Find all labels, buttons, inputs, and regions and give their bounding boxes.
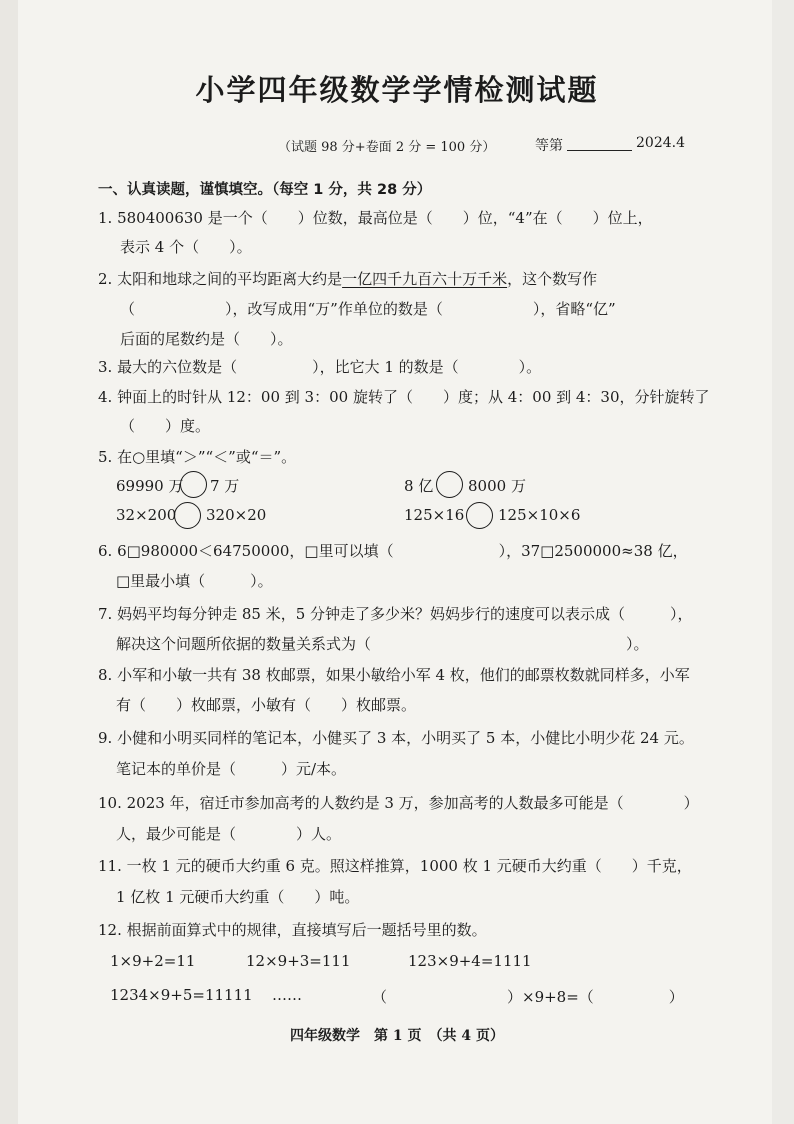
question-1-line-2: 表示 4 个（ ）。 (120, 238, 252, 256)
question-8-line-1: 8. 小军和小敏一共有 38 枚邮票，如果小敏给小军 4 枚，他们的邮票枚数就同样多，小军 (98, 666, 690, 684)
compare-circle-3[interactable] (174, 502, 201, 529)
compare-3-left: 32×200 (116, 506, 177, 524)
compare-4-right: 125×10×6 (498, 506, 581, 524)
question-2-prefix: 2. 太阳和地球之间的平均距离大约是 (98, 270, 343, 288)
score-note: （试题 98 分+卷面 2 分 = 100 分） (278, 140, 496, 155)
page-footer: 四年级数学 第 1 页 （共 4 页） (290, 1028, 504, 1044)
page-edge-left (0, 0, 18, 1124)
compare-circle-1[interactable] (180, 471, 207, 498)
exam-date: 2024.4 (636, 135, 685, 151)
question-6-line-1: 6. 6□980000＜64750000，□里可以填（ ），37□2500000≈38 亿， (98, 542, 688, 560)
compare-circle-4[interactable] (466, 502, 493, 529)
pattern-equation-4: 1234×9+5=11111 (110, 986, 253, 1004)
question-2-line-3: 后面的尾数约是（ ）。 (120, 330, 293, 348)
question-2-line-2: （ ），改写成用“万”作单位的数是（ ），省略“亿” (120, 300, 616, 318)
compare-3-right: 320×20 (206, 506, 267, 524)
question-7-line-1: 7. 妈妈平均每分钟走 85 米，5 分钟走了多少米？妈妈步行的速度可以表示成（ ）， (98, 605, 693, 623)
question-12: 12. 根据前面算式中的规律，直接填写后一题括号里的数。 (98, 921, 487, 939)
question-3: 3. 最大的六位数是（ ），比它大 1 的数是（ ）。 (98, 358, 542, 376)
question-11-line-1: 11. 一枚 1 元的硬币大约重 6 克。照这样推算，1000 枚 1 元硬币大约重（ ）千克， (98, 857, 692, 875)
question-11-line-2: 1 亿枚 1 元硬币大约重（ ）吨。 (116, 888, 360, 906)
compare-circle-2[interactable] (436, 471, 463, 498)
question-6-line-2: □里最小填（ ）。 (116, 572, 273, 590)
pattern-equation-2: 12×9+3=111 (246, 952, 351, 970)
question-10-line-1: 10. 2023 年，宿迁市参加高考的人数约是 3 万，参加高考的人数最多可能是（ ） (98, 794, 699, 812)
question-4-line-1: 4. 钟面上的时针从 12：00 到 3：00 旋转了（ ）度；从 4：00 到 4：30，分针旋转了 (98, 388, 710, 406)
page-edge-right (772, 0, 794, 1124)
pattern-equation-1: 1×9+2=11 (110, 952, 196, 970)
pattern-answer-line: （ ）×9+8=（ ） (372, 988, 684, 1006)
question-2-underlined: 一亿四千九百六十万千米 (342, 270, 508, 288)
exam-title: 小学四年级数学学情检测试题 (195, 73, 599, 107)
question-9-line-1: 9. 小健和小明买同样的笔记本，小健买了 3 本，小明买了 5 本，小健比小明少花 24 元。 (98, 729, 694, 747)
question-5: 5. 在○里填“＞”“＜”或“＝”。 (98, 448, 297, 466)
grade-blank (567, 150, 632, 151)
question-9-line-2: 笔记本的单价是（ ）元/本。 (116, 760, 347, 778)
section-heading: 一、认真读题，谨慎填空。（每空 1 分，共 28 分） (98, 182, 432, 198)
compare-2-left: 8 亿 (404, 477, 434, 495)
question-4-line-2: （ ）度。 (120, 417, 211, 435)
question-7-line-2: 解决这个问题所依据的数量关系式为（ ）。 (116, 635, 649, 653)
compare-4-left: 125×16 (404, 506, 465, 524)
compare-2-right: 8000 万 (468, 477, 526, 495)
pattern-equation-3: 123×9+4=1111 (408, 952, 532, 970)
question-10-line-2: 人，最少可能是（ ）人。 (116, 825, 342, 843)
grade-label: 等第 (535, 138, 563, 154)
compare-1-right: 7 万 (210, 477, 240, 495)
compare-1-left: 69990 万 (116, 477, 184, 495)
question-2-line-1 (98, 268, 597, 289)
question-2-suffix: ，这个数写作 (507, 270, 598, 288)
pattern-ellipsis: …… (272, 986, 302, 1004)
question-8-line-2: 有（ ）枚邮票，小敏有（ ）枚邮票。 (116, 696, 417, 714)
question-1-line-1: 1. 580400630 是一个（ ）位数，最高位是（ ）位，“4”在（ ）位上， (98, 209, 653, 227)
